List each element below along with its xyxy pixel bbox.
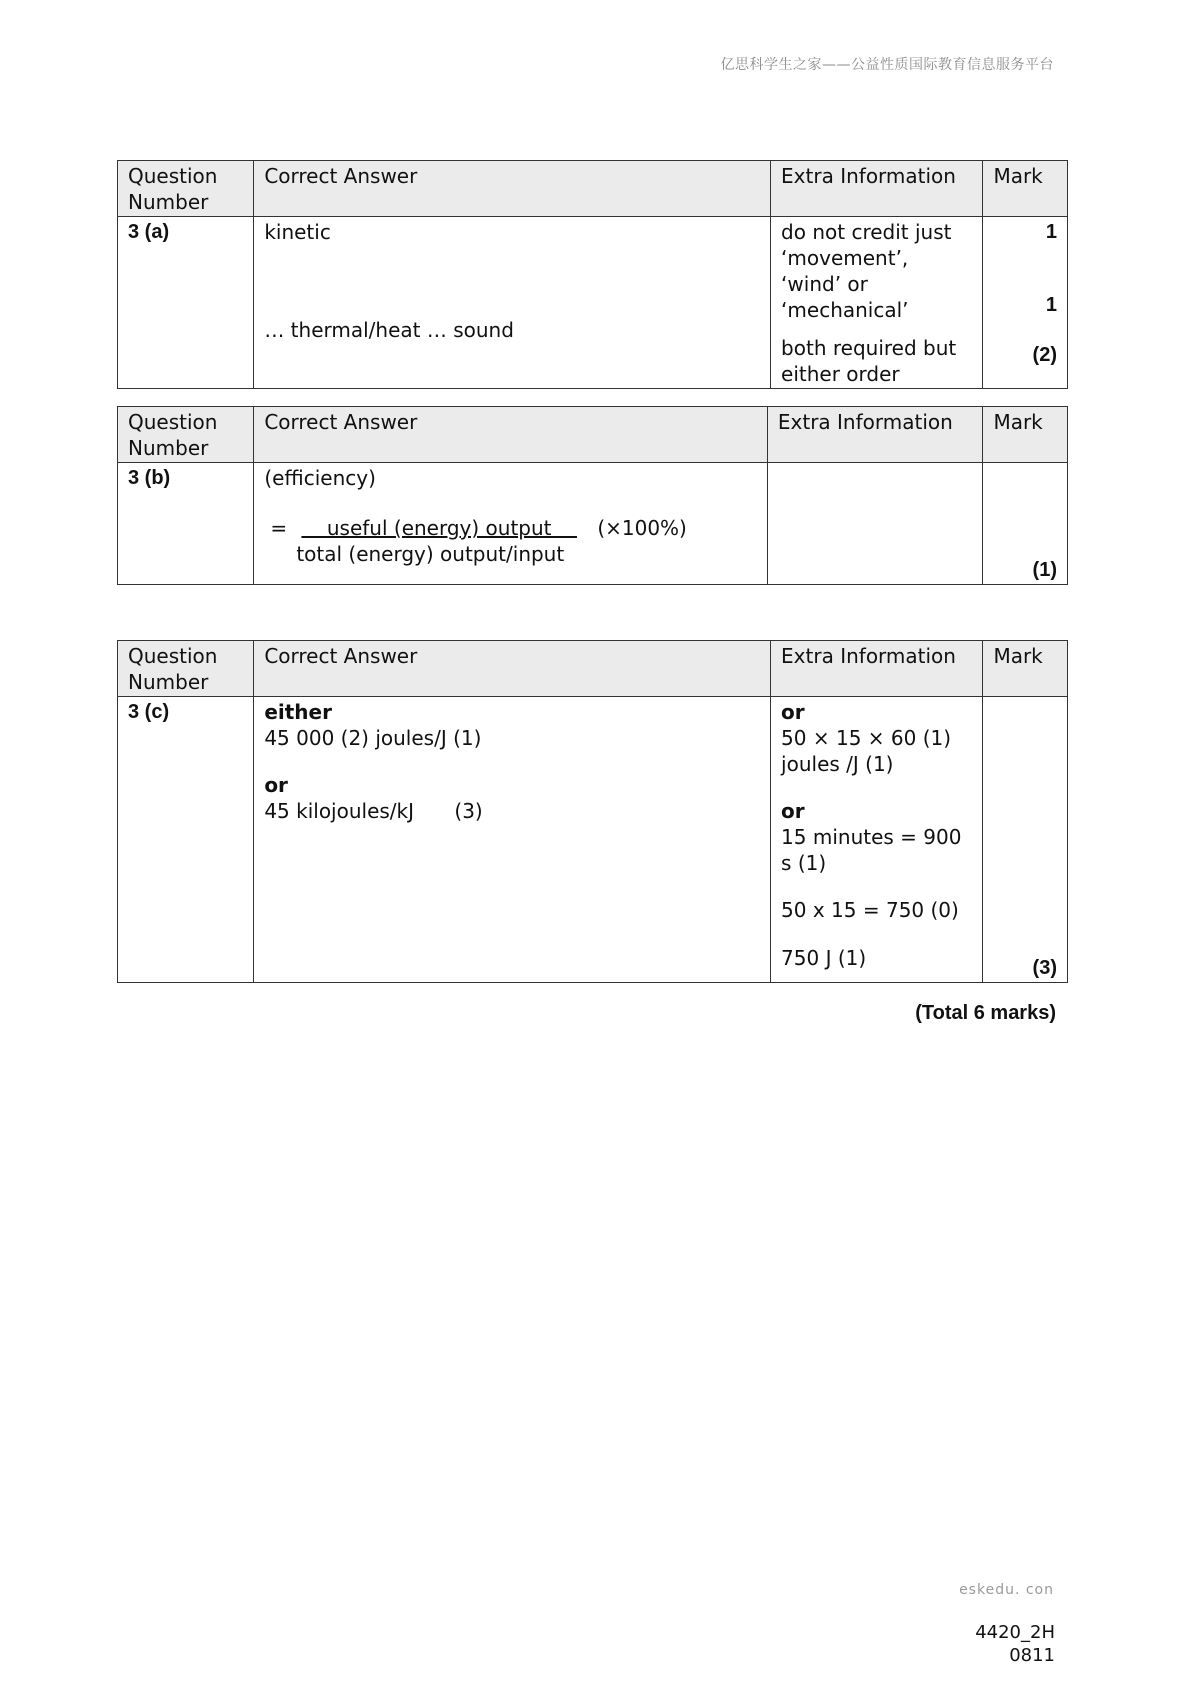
header-extra-information: Extra Information	[771, 161, 983, 217]
correct-answer-cell	[254, 463, 768, 585]
mark-cell	[983, 217, 1068, 389]
mark-total: (1)	[1032, 559, 1057, 581]
mark-cell	[983, 697, 1068, 983]
paper-code: 4420_2H	[975, 1622, 1055, 1643]
document-code	[0, 1621, 1055, 1667]
extra-line: both required but either order	[781, 336, 957, 386]
correct-answer-cell	[254, 217, 771, 389]
question-number: 3 (c)	[118, 697, 254, 983]
header-correct-answer: Correct Answer	[254, 161, 771, 217]
extra-or-label: or	[781, 700, 805, 724]
extra-line: 50 × 15 × 60 (1) joules /J (1)	[781, 726, 952, 776]
mark-value: 1	[1045, 221, 1057, 243]
header-mark: Mark	[983, 161, 1068, 217]
mark-value: 1	[1045, 294, 1057, 316]
answer-line: (efficiency)	[264, 466, 376, 490]
table-header-row	[118, 641, 1068, 697]
table-row	[118, 217, 1068, 389]
header-question-number: Question Number	[118, 641, 254, 697]
session-code: 0811	[1009, 1645, 1055, 1666]
mark-scheme-table-3a	[117, 160, 1068, 389]
site-watermark: eskedu. con	[959, 1582, 1054, 1598]
answer-line	[264, 798, 760, 824]
mark-total: (2)	[1032, 344, 1057, 366]
equals-sign: =	[270, 516, 288, 540]
extra-information-cell	[771, 697, 983, 983]
mark-scheme-table-3b	[117, 406, 1068, 585]
efficiency-formula	[264, 515, 757, 541]
table-row	[118, 697, 1068, 983]
header-extra-information: Extra Information	[767, 407, 983, 463]
formula-denominator: total (energy) output/input	[296, 542, 565, 566]
extra-information-cell	[771, 217, 983, 389]
extra-line: 50 x 15 = 750 (0)	[781, 898, 959, 922]
extra-line: 15 minutes = 900 s (1)	[781, 825, 962, 875]
answer-alternative: 45 kilojoules/kJ	[264, 799, 415, 823]
header-question-number: Question Number	[118, 407, 254, 463]
answer-line: … thermal/heat … sound	[264, 318, 514, 342]
mark-cell	[983, 463, 1068, 585]
extra-or-label: or	[781, 799, 805, 823]
table-header-row	[118, 161, 1068, 217]
table-header-row	[118, 407, 1068, 463]
header-question-number: Question Number	[118, 161, 254, 217]
formula-multiplier: (×100%)	[597, 516, 687, 540]
mark-scheme-table-3c	[117, 640, 1068, 983]
header-correct-answer: Correct Answer	[254, 641, 771, 697]
mark-total: (3)	[1032, 957, 1057, 979]
extra-line: 750 J (1)	[781, 946, 867, 970]
header-mark: Mark	[983, 641, 1068, 697]
total-marks: (Total 6 marks)	[915, 1002, 1056, 1024]
correct-answer-cell	[254, 697, 771, 983]
extra-line: do not credit just ‘movement’, ‘wind’ or ‘mechanical’	[781, 220, 952, 322]
header-mark: Mark	[983, 407, 1068, 463]
formula-numerator: useful (energy) output	[301, 516, 577, 540]
question-number: 3 (b)	[118, 463, 254, 585]
watermark-header: 亿思科学生之家——公益性质国际教育信息服务平台	[720, 57, 1054, 73]
answer-alternative-mark: (3)	[454, 799, 483, 823]
header-extra-information: Extra Information	[771, 641, 983, 697]
header-correct-answer: Correct Answer	[254, 407, 768, 463]
table-row	[118, 463, 1068, 585]
answer-either-label: either	[264, 700, 332, 724]
answer-or-label: or	[264, 773, 288, 797]
answer-line: kinetic	[264, 220, 331, 244]
extra-information-cell	[767, 463, 983, 585]
question-number: 3 (a)	[118, 217, 254, 389]
answer-line: 45 000 (2) joules/J (1)	[264, 726, 482, 750]
